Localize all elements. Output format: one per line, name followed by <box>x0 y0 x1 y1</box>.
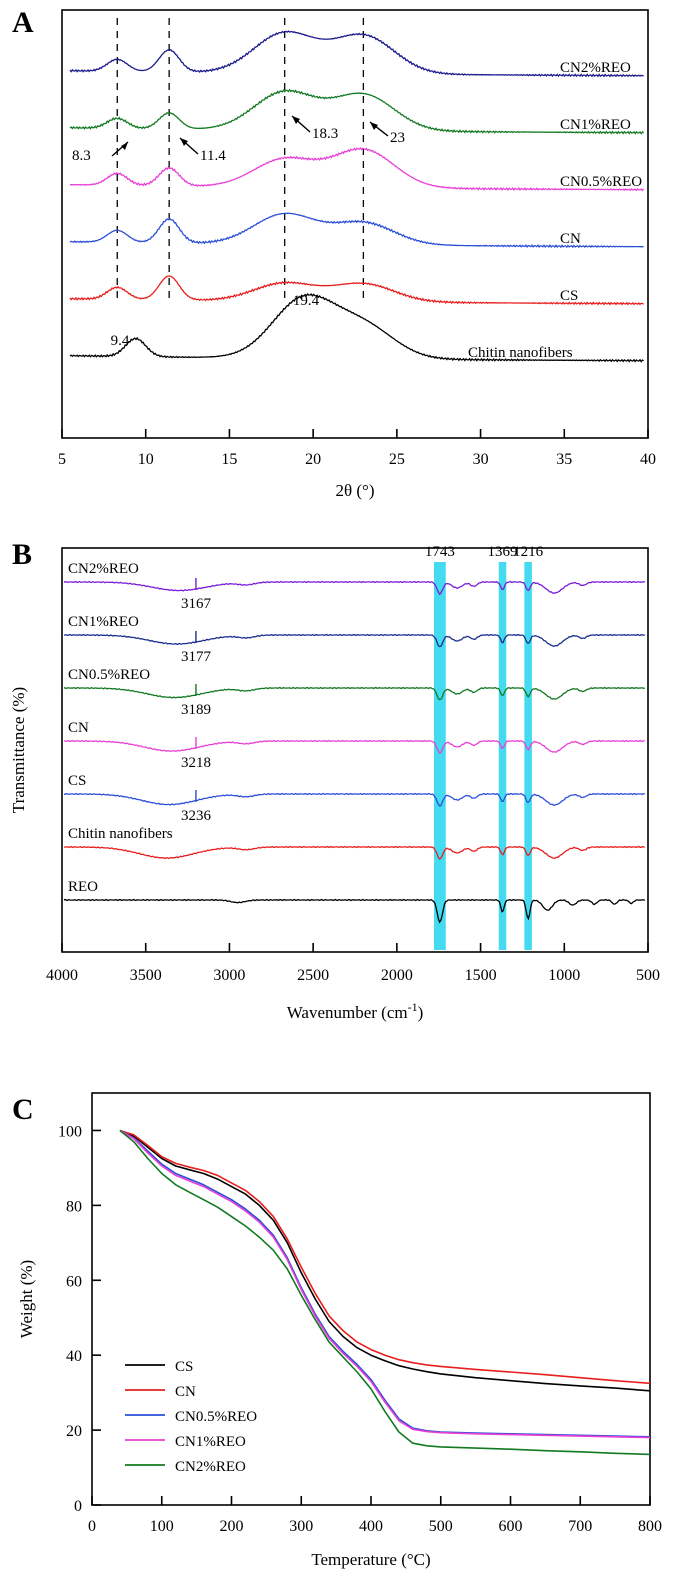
x-tick-label: 600 <box>498 1518 523 1535</box>
x-tick-label: 3500 <box>129 967 162 984</box>
highlight-band-1216 <box>524 562 532 950</box>
x-tick-label: 4000 <box>46 967 78 984</box>
x-tick-label: 100 <box>149 1518 174 1535</box>
x-axis-label: Wavenumber $(cm^{-1})$ <box>286 1000 424 1022</box>
y-tick-label: 0 <box>74 1498 82 1515</box>
x-tick-label: 700 <box>568 1518 593 1535</box>
x-tick-label: 25 <box>388 451 405 468</box>
highlight-band-1743 <box>434 562 446 950</box>
y-tick-label: 20 <box>66 1423 82 1441</box>
ftir-curve-reo <box>64 900 645 923</box>
x-tick-label: 30 <box>472 451 489 468</box>
x-tick-label: 3000 <box>213 967 246 984</box>
panel-c-chart <box>0 1065 677 1583</box>
xrd-curve-cn <box>70 213 644 247</box>
series-label-0: CN2%REO <box>560 60 631 76</box>
panel-c-tga <box>0 1065 677 1583</box>
xrd-curve-cn2-reo <box>70 31 644 76</box>
xrd-curve-cn0-5-reo <box>70 148 644 190</box>
ftir-curve-cn1-reo <box>64 635 645 647</box>
ftir-curve-cn2-reo <box>64 582 645 595</box>
x-tick-label: 10 <box>137 451 154 468</box>
y-tick-label: 100 <box>58 1123 82 1141</box>
x-tick-label: 800 <box>638 1518 662 1535</box>
legend-label-2: CN0.5%REO <box>175 1409 258 1425</box>
series-label-1: CN1%REO <box>68 614 139 630</box>
x-tick-label: 1500 <box>464 967 497 984</box>
series-label-2: CN0.5%REO <box>68 667 151 683</box>
annotation-19-4: 19.4 <box>292 293 320 309</box>
series-label-1: CN1%REO <box>560 117 631 133</box>
panel-b-ftir <box>0 520 677 1065</box>
band-label-1216: 1216 <box>513 544 544 560</box>
series-label-3: CN <box>560 231 581 247</box>
panel-c-letter: C <box>12 1093 34 1126</box>
series-label-6: REO <box>68 879 98 895</box>
band-label-1369: 1369 <box>487 544 518 560</box>
tga-curve-cn <box>120 1131 650 1384</box>
panel-a-letter: A <box>12 6 34 39</box>
x-tick-label: 500 <box>428 1518 453 1535</box>
annotation-23: 23 <box>390 130 405 146</box>
series-label-4: CS <box>560 288 579 304</box>
xrd-curve-cs <box>70 276 644 304</box>
x-tick-label: 200 <box>219 1518 244 1535</box>
band-label-1743: 1743 <box>424 544 455 560</box>
x-tick-label: 35 <box>556 451 573 468</box>
x-tick-label: 300 <box>289 1518 314 1535</box>
annotation-11-4: 11.4 <box>200 148 226 164</box>
x-tick-label: 15 <box>221 451 238 468</box>
x-tick-label: 5 <box>58 451 66 468</box>
oh-marker-label-3218: 3218 <box>180 755 211 771</box>
ftir-curve-chitin-nanofibers <box>64 847 645 860</box>
panel-a-xrd <box>0 0 677 520</box>
legend-label-3: CN1%REO <box>175 1434 246 1450</box>
series-label-3: CN <box>68 720 89 736</box>
series-label-5: Chitin nanofibers <box>468 345 573 361</box>
x-tick-label: 0 <box>88 1518 96 1535</box>
x-tick-label: 2500 <box>297 967 330 984</box>
x-tick-label: 40 <box>640 451 656 468</box>
y-tick-label: 40 <box>66 1348 82 1366</box>
oh-marker-label-3189: 3189 <box>180 702 211 718</box>
y-axis-label: Transmittance (%) <box>9 686 28 814</box>
arrow-head <box>121 142 128 150</box>
ftir-curve-cn <box>64 741 645 754</box>
ftir-curve-cs <box>64 794 645 806</box>
xrd-curve-cn1-reo <box>70 90 644 134</box>
panel-b-letter: B <box>12 538 33 571</box>
x-tick-label: 20 <box>305 451 322 468</box>
legend-label-0: CS <box>175 1359 194 1375</box>
annotation-9-4: 9.4 <box>110 333 130 349</box>
panel-a-chart <box>0 0 677 520</box>
x-axis-label: 2θ (°) <box>335 481 375 500</box>
legend-label-1: CN <box>175 1384 196 1400</box>
panel-b-chart <box>0 520 677 1065</box>
tga-curve-cn0-5-reo <box>120 1131 650 1437</box>
y-tick-label: 80 <box>66 1198 82 1216</box>
series-label-4: CS <box>68 773 87 789</box>
oh-marker-label-3167: 3167 <box>180 596 211 612</box>
arrow-head <box>370 122 378 130</box>
oh-marker-label-3236: 3236 <box>180 808 211 824</box>
x-axis-label: Temperature (°C) <box>311 1550 431 1569</box>
x-tick-label: 1000 <box>548 967 581 984</box>
annotation-18-3: 18.3 <box>312 126 339 142</box>
x-tick-label: 2000 <box>380 967 413 984</box>
highlight-band-1369 <box>499 562 507 950</box>
series-label-0: CN2%REO <box>68 561 139 577</box>
oh-marker-label-3177: 3177 <box>180 649 211 665</box>
y-axis-label: Weight (%) <box>17 1259 36 1339</box>
tga-curve-cn2-reo <box>120 1131 650 1455</box>
series-label-5: Chitin nanofibers <box>68 826 173 842</box>
y-tick-label: 60 <box>66 1273 82 1291</box>
annotation-8-3: 8.3 <box>72 148 91 164</box>
tga-curve-cn1-reo <box>120 1131 650 1438</box>
series-label-2: CN0.5%REO <box>560 174 643 190</box>
x-tick-label: 400 <box>359 1518 383 1535</box>
x-tick-label: 500 <box>636 967 660 984</box>
legend-label-4: CN2%REO <box>175 1459 246 1475</box>
ftir-curve-cn0-5-reo <box>64 688 645 700</box>
